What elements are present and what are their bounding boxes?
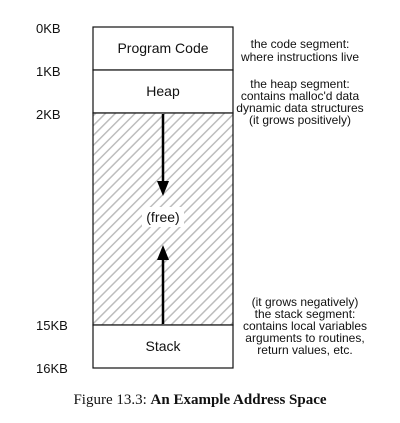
heap-note-line: dynamic data structures bbox=[236, 101, 364, 115]
code-note-line: where instructions live bbox=[240, 50, 360, 64]
stack-note-line: return values, etc. bbox=[257, 343, 353, 357]
heap-note-line: (it grows positively) bbox=[248, 113, 352, 127]
heap-segment-label: Heap bbox=[146, 83, 180, 99]
stack-note-line: the stack segment: bbox=[254, 307, 356, 321]
address-16kb: 16KB bbox=[36, 361, 68, 376]
free-region-label: (free) bbox=[146, 209, 180, 225]
figure-caption bbox=[0, 392, 400, 409]
address-1kb: 1KB bbox=[36, 64, 61, 79]
code-segment-label: Program Code bbox=[117, 40, 209, 56]
code-segment-note bbox=[240, 37, 359, 64]
heap-note-line: the heap segment: bbox=[250, 77, 350, 91]
address-2kb: 2KB bbox=[36, 107, 61, 122]
stack-segment-note bbox=[243, 295, 367, 357]
stack-segment-label: Stack bbox=[145, 338, 181, 354]
address-0kb: 0KB bbox=[36, 21, 61, 36]
stack-note-line: (it grows negatively) bbox=[251, 295, 359, 309]
stack-note-line: contains local variables bbox=[242, 319, 368, 333]
figure-number: Figure 13.3: bbox=[73, 392, 147, 408]
code-note-line: the code segment: bbox=[250, 37, 350, 51]
figure-title: An Example Address Space bbox=[150, 392, 327, 408]
address-15kb: 15KB bbox=[36, 318, 68, 333]
heap-note-line: contains malloc'd data bbox=[240, 89, 360, 103]
heap-segment-note bbox=[236, 77, 363, 127]
stack-note-line: arguments to routines, bbox=[245, 331, 365, 345]
